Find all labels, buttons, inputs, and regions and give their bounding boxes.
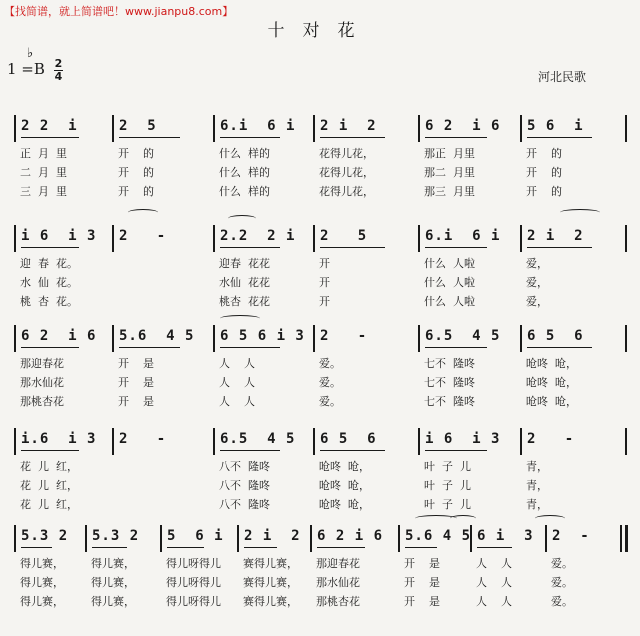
measure-notes: 2 i 2 [244,528,301,544]
barline [313,225,315,252]
lyric-verse-1: 开 是 [404,557,440,570]
beam-line [425,450,487,451]
lyric-verse-1: 开 的 [118,147,154,160]
beam-line [119,137,180,138]
lyric-verse-1: 得儿呀得儿 [166,557,221,570]
lyric-verse-2: 爱。 [319,376,341,389]
measure-notes: 6 5 6 [527,328,584,344]
barline [625,225,627,252]
beam-line [220,247,280,248]
lyric-verse-1: 八不 隆咚 [219,460,270,473]
lyric-verse-2: 什么 人啦 [424,276,475,289]
barline [313,115,315,142]
lyric-verse-3: 开 [319,295,330,308]
beam-line [527,247,592,248]
lyric-verse-2: 爱， [526,276,548,289]
final-barline [620,525,622,552]
barline [625,428,627,455]
lyric-verse-3: 人 人 [476,595,512,608]
slur [560,209,600,216]
lyric-verse-1: 什么 人啦 [424,257,475,270]
measure-notes: 2 - [527,431,575,447]
lyric-verse-1: 那迎春花 [20,357,64,370]
song-title: 十对花 [267,21,373,41]
barline [213,115,215,142]
barline [313,325,315,352]
lyric-verse-2: 呛咚 呛， [319,479,370,492]
lyric-verse-3: 那桃杏花 [316,595,360,608]
measure-notes: 6 i 3 [477,528,534,544]
meter-bottom: 4 [54,70,63,83]
beam-line [320,137,385,138]
measure-notes: 5 6 i [167,528,224,544]
slur [220,315,260,322]
lyric-verse-1: 青， [526,460,548,473]
barline [14,325,16,352]
barline [310,525,312,552]
lyric-verse-2: 花得儿花， [319,166,374,179]
lyric-verse-1: 花 儿 红， [20,460,78,473]
measure-notes: 6 2 i 6 [317,528,384,544]
lyric-verse-3: 花得儿花， [319,185,374,198]
lyric-verse-1: 七不 隆咚 [424,357,475,370]
beam-line [527,137,592,138]
beam-line [21,247,79,248]
measure-notes: 2 - [119,431,167,447]
lyric-verse-1: 开 [319,257,330,270]
lyric-verse-1: 那正 月里 [424,147,475,160]
lyric-verse-3: 叶 子 儿 [424,498,471,511]
lyric-verse-1: 迎 春 花。 [20,257,78,270]
measure-notes: 6.5 4 5 [220,431,296,447]
lyric-verse-2: 那水仙花 [20,376,64,389]
lyric-verse-3: 什么 样的 [219,185,270,198]
measure-notes: 6 2 i 6 [425,118,501,134]
measure-notes: 5.6 4 5 [405,528,472,544]
song-origin: 河北民歌 [538,70,587,84]
lyric-verse-1: 爱， [526,257,548,270]
slur [128,209,158,216]
beam-line [21,137,79,138]
lyric-verse-2: 人 人 [476,576,512,589]
barline [112,325,114,352]
lyric-verse-3: 爱， [526,295,548,308]
measure-notes: 5.3 2 [21,528,69,544]
lyric-verse-1: 呛咚 呛， [526,357,577,370]
barline [237,525,239,552]
beam-line [425,347,487,348]
barline [418,325,420,352]
beam-line [220,137,280,138]
barline [112,428,114,455]
lyric-verse-1: 开 是 [118,357,154,370]
lyric-verse-3: 青， [526,498,548,511]
measure-notes: i 6 i 3 [425,431,501,447]
barline [545,525,547,552]
barline [313,428,315,455]
lyric-verse-2: 那水仙花 [316,576,360,589]
barline [398,525,400,552]
measure-notes: 2 2 i [21,118,78,134]
barline [14,428,16,455]
lyric-verse-1: 开 的 [526,147,562,160]
barline [418,225,420,252]
measure-notes: 2 - [320,328,368,344]
lyric-verse-3: 什么 人啦 [424,295,475,308]
lyric-verse-2: 花 儿 红， [20,479,78,492]
lyric-verse-2: 二 月 里 [20,166,67,179]
beam-line [167,547,204,548]
lyric-verse-2: 八不 隆咚 [219,479,270,492]
measure-notes: 6.i 6 i [425,228,501,244]
lyric-verse-2: 得儿呀得儿 [166,576,221,589]
lyric-verse-2: 叶 子 儿 [424,479,471,492]
lyric-verse-2: 开 的 [118,166,154,179]
measure-notes: 5 6 i [527,118,584,134]
lyric-verse-3: 开 是 [404,595,440,608]
measure-notes: 6 5 6 i 3 [220,328,305,344]
lyric-verse-2: 呛咚 呛， [526,376,577,389]
measure-notes: 6 5 6 [320,431,377,447]
lyric-verse-1: 叶 子 儿 [424,460,471,473]
lyric-verse-3: 桃 杏 花。 [20,295,78,308]
lyric-verse-3: 爱。 [319,395,341,408]
barline [160,525,162,552]
barline [418,115,420,142]
lyric-verse-2: 那二 月里 [424,166,475,179]
lyric-verse-3: 呛咚 呛， [526,395,577,408]
measure-notes: i 6 i 3 [21,228,97,244]
beam-line [425,137,487,138]
measure-notes: 2.2 2 i [220,228,296,244]
measure-notes: 5.6 4 5 [119,328,195,344]
lyric-verse-1: 人 人 [476,557,512,570]
lyric-verse-2: 爱。 [551,576,573,589]
key-signature [7,46,45,78]
barline [85,525,87,552]
beam-line [320,450,385,451]
lyric-verse-3: 得儿赛， [20,595,64,608]
lyric-verse-2: 水仙 花花 [219,276,270,289]
barline [520,225,522,252]
lyric-verse-1: 得儿赛， [91,557,135,570]
lyric-verse-1: 呛咚 呛， [319,460,370,473]
lyric-verse-2: 七不 隆咚 [424,376,475,389]
lyric-verse-3: 呛咚 呛， [319,498,370,511]
measure-notes: 6 2 i 6 [21,328,97,344]
lyric-verse-2: 开 是 [404,576,440,589]
lyric-verse-3: 八不 隆咚 [219,498,270,511]
beam-line [477,547,512,548]
beam-line [92,547,127,548]
measure-notes: 5.3 2 [92,528,140,544]
key-label: 1 =B [7,60,45,78]
beam-line [21,347,79,348]
barline [418,428,420,455]
slur [450,515,476,522]
beam-line [220,450,280,451]
lyric-verse-2: 青， [526,479,548,492]
slur [535,515,565,522]
barline [14,525,16,552]
lyric-verse-2: 水 仙 花。 [20,276,78,289]
barline [520,115,522,142]
lyric-verse-3: 赛得儿赛， [243,595,298,608]
barline [213,325,215,352]
lyric-verse-2: 什么 样的 [219,166,270,179]
barline [213,428,215,455]
barline [520,428,522,455]
measure-notes: 2 - [552,528,590,544]
lyric-verse-1: 得儿赛， [20,557,64,570]
measure-notes: 6.i 6 i [220,118,296,134]
lyric-verse-3: 人 人 [219,395,255,408]
site-banner: 【找简谱，就上简谱吧！www.jianpu8.com】 [4,5,234,18]
lyric-verse-1: 迎春 花花 [219,257,270,270]
barline [14,115,16,142]
measure-notes: i.6 i 3 [21,431,97,447]
lyric-verse-2: 开 的 [526,166,562,179]
slur [228,215,256,222]
barline [520,325,522,352]
lyric-verse-3: 花 儿 红， [20,498,78,511]
lyric-verse-3: 爱。 [551,595,573,608]
beam-line [119,347,180,348]
beam-line [244,547,277,548]
meter-top: 2 [54,57,63,70]
beam-line [320,247,385,248]
beam-line [425,247,487,248]
lyric-verse-3: 开 是 [118,395,154,408]
lyric-verse-3: 那三 月里 [424,185,475,198]
lyric-verse-1: 人 人 [219,357,255,370]
lyric-verse-3: 三 月 里 [20,185,67,198]
lyric-verse-1: 爱。 [319,357,341,370]
lyric-verse-1: 那迎春花 [316,557,360,570]
lyric-verse-3: 得儿呀得儿 [166,595,221,608]
beam-line [220,347,280,348]
lyric-verse-3: 开 的 [118,185,154,198]
lyric-verse-2: 得儿赛， [91,576,135,589]
lyric-verse-3: 七不 隆咚 [424,395,475,408]
barline [625,115,627,142]
beam-line [317,547,365,548]
measure-notes: 6.5 4 5 [425,328,501,344]
lyric-verse-2: 人 人 [219,376,255,389]
measure-notes: 2 i 2 [527,228,584,244]
beam-line [527,347,592,348]
lyric-verse-1: 赛得儿赛， [243,557,298,570]
lyric-verse-3: 桃杏 花花 [219,295,270,308]
lyric-verse-3: 得儿赛， [91,595,135,608]
lyric-verse-1: 正 月 里 [20,147,67,160]
lyric-verse-1: 花得儿花， [319,147,374,160]
barline [625,525,628,552]
measure-notes: 2 5 [320,228,368,244]
beam-line [21,547,52,548]
barline [625,325,627,352]
lyric-verse-2: 开 [319,276,330,289]
barline [14,225,16,252]
lyric-verse-1: 什么 样的 [219,147,270,160]
measure-notes: 2 i 2 [320,118,377,134]
lyric-verse-1: 爱。 [551,557,573,570]
lyric-verse-2: 得儿赛， [20,576,64,589]
time-signature [54,58,63,83]
lyric-verse-3: 开 的 [526,185,562,198]
barline [112,225,114,252]
lyric-verse-3: 那桃杏花 [20,395,64,408]
lyric-verse-2: 赛得儿赛， [243,576,298,589]
measure-notes: 2 - [119,228,167,244]
barline [112,115,114,142]
measure-notes: 2 5 [119,118,157,134]
lyric-verse-2: 开 是 [118,376,154,389]
beam-line [21,450,79,451]
beam-line [405,547,437,548]
barline [213,225,215,252]
flat-sign: ♭ [27,46,34,61]
